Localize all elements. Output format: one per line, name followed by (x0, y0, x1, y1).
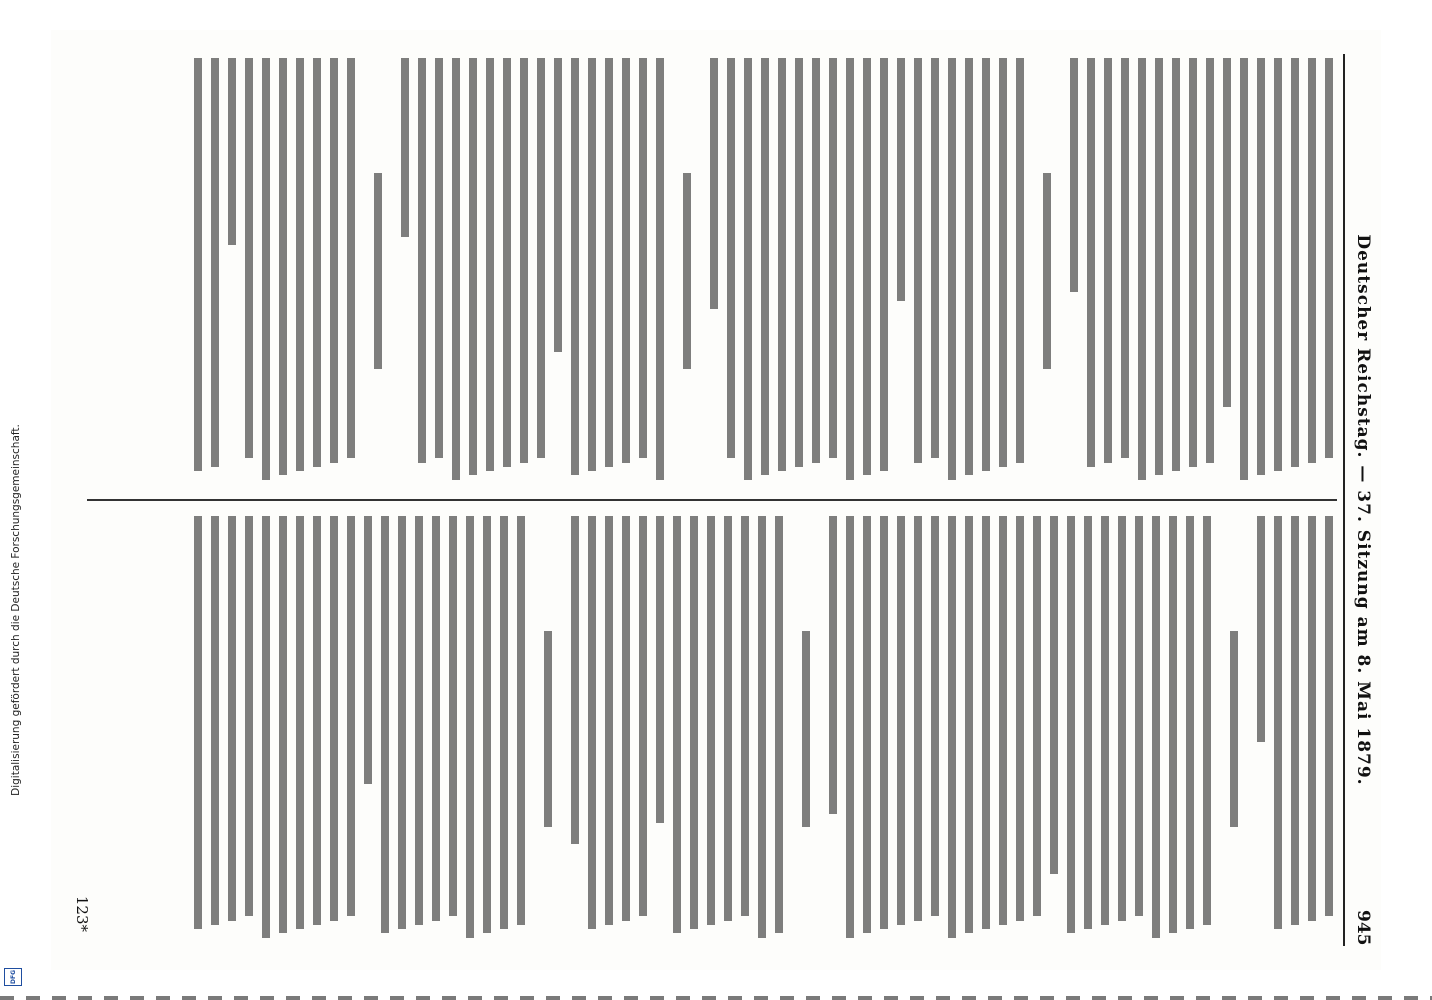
text-line (554, 58, 562, 352)
text-line (639, 58, 647, 458)
text-line (1308, 516, 1316, 921)
text-line (897, 516, 905, 925)
text-line (656, 516, 664, 823)
digitization-credit-strip (0, 0, 30, 1000)
text-line (965, 516, 973, 933)
text-line (1240, 58, 1248, 480)
text-line (1121, 58, 1129, 458)
text-line (1230, 631, 1238, 827)
text-line (829, 58, 837, 458)
text-line (880, 58, 888, 471)
text-line (296, 58, 304, 471)
scanned-page (51, 30, 1381, 970)
text-line (914, 516, 922, 921)
text-line (639, 516, 647, 916)
text-line (1070, 58, 1078, 292)
text-line (622, 516, 630, 921)
text-line (544, 631, 552, 827)
text-line (1084, 516, 1092, 929)
text-line (1087, 58, 1095, 467)
text-line (520, 58, 528, 463)
scan-edge-marks (0, 996, 1432, 1000)
text-line (211, 58, 219, 467)
text-line (1274, 58, 1282, 471)
text-line (965, 58, 973, 475)
text-line (1169, 516, 1177, 933)
text-line (1050, 516, 1058, 874)
text-line (374, 173, 382, 369)
text-line (948, 516, 956, 938)
text-line (537, 58, 545, 458)
text-line (982, 58, 990, 471)
text-line (435, 58, 443, 458)
text-line (690, 516, 698, 929)
dfg-logo: DFG (4, 968, 22, 986)
text-line (778, 58, 786, 471)
text-line (279, 516, 287, 933)
text-line (1257, 516, 1265, 742)
paragraph-gap (382, 58, 392, 484)
text-line (846, 516, 854, 938)
text-line (449, 516, 457, 916)
text-line (683, 173, 691, 369)
text-line (1274, 516, 1282, 929)
signature-mark: 123* (73, 895, 91, 932)
text-line (1325, 58, 1333, 458)
text-line (381, 516, 389, 933)
text-line (245, 58, 253, 458)
text-line (211, 516, 219, 925)
text-line (931, 58, 939, 458)
text-line (228, 58, 236, 245)
text-line (1308, 58, 1316, 463)
text-line (296, 516, 304, 929)
column-rule (87, 499, 1337, 501)
paragraph-gap (1051, 58, 1061, 484)
text-line (829, 516, 837, 814)
text-line (1033, 516, 1041, 916)
text-line (483, 516, 491, 933)
paragraph-gap (664, 58, 674, 484)
text-line (313, 516, 321, 925)
text-line (500, 516, 508, 929)
text-line (588, 58, 596, 471)
text-line (1172, 58, 1180, 471)
text-line (982, 516, 990, 929)
text-line (812, 58, 820, 463)
text-line (897, 58, 905, 301)
text-line (1291, 516, 1299, 925)
text-line (517, 516, 525, 925)
text-line (1257, 58, 1265, 475)
text-line (775, 516, 783, 933)
text-line (999, 58, 1007, 467)
text-line (401, 58, 409, 237)
page-number: 945 (1353, 910, 1373, 946)
header-rule (1343, 54, 1345, 946)
text-line (432, 516, 440, 921)
paragraph-gap (1238, 516, 1248, 942)
text-line (1152, 516, 1160, 938)
text-line (622, 58, 630, 463)
text-line (761, 58, 769, 475)
text-line (364, 516, 372, 784)
text-line (1043, 173, 1051, 369)
text-line (914, 58, 922, 463)
text-line (588, 516, 596, 929)
text-line (863, 58, 871, 475)
text-line (744, 58, 752, 480)
text-line (1186, 516, 1194, 929)
text-line (795, 58, 803, 467)
text-line (656, 58, 664, 480)
text-line (802, 631, 810, 827)
paragraph-gap (783, 516, 793, 942)
text-line (741, 516, 749, 916)
text-line (571, 58, 579, 475)
text-line (228, 516, 236, 921)
text-line (330, 58, 338, 463)
text-line (347, 58, 355, 458)
text-line (863, 516, 871, 933)
text-line (931, 516, 939, 916)
text-line (1325, 516, 1333, 916)
text-line (727, 58, 735, 458)
text-line (469, 58, 477, 475)
text-line (245, 516, 253, 916)
text-line (710, 58, 718, 309)
text-column-right (185, 516, 1333, 942)
paragraph-gap (1024, 58, 1034, 484)
text-line (1135, 516, 1143, 916)
paragraph-gap (552, 516, 562, 942)
text-line (758, 516, 766, 938)
text-line (1203, 516, 1211, 925)
text-line (1206, 58, 1214, 463)
text-line (347, 516, 355, 916)
text-line (1291, 58, 1299, 467)
text-line (1138, 58, 1146, 480)
text-line (724, 516, 732, 921)
text-line (673, 516, 681, 933)
text-line (418, 58, 426, 463)
text-line (999, 516, 1007, 925)
paragraph-gap (1211, 516, 1221, 942)
text-line (279, 58, 287, 475)
text-line (1189, 58, 1197, 467)
text-line (1067, 516, 1075, 933)
text-line (605, 516, 613, 925)
text-line (313, 58, 321, 467)
text-line (846, 58, 854, 480)
text-line (330, 516, 338, 921)
paragraph-gap (810, 516, 820, 942)
text-line (486, 58, 494, 471)
paragraph-gap (355, 58, 365, 484)
paragraph-gap (525, 516, 535, 942)
text-line (948, 58, 956, 480)
text-line (398, 516, 406, 929)
text-line (880, 516, 888, 929)
text-line (262, 516, 270, 938)
text-line (262, 58, 270, 480)
text-line (1016, 516, 1024, 921)
text-line (1155, 58, 1163, 475)
text-line (1016, 58, 1024, 463)
text-line (194, 58, 202, 471)
text-line (707, 516, 715, 925)
digitization-credit: Digitalisierung gefördert durch die Deutsche Forschungsgemeinschaft. (10, 424, 22, 796)
text-line (415, 516, 423, 925)
text-line (503, 58, 511, 467)
text-line (605, 58, 613, 467)
text-line (194, 516, 202, 929)
text-line (1118, 516, 1126, 921)
text-column-left (185, 58, 1333, 484)
text-line (466, 516, 474, 938)
text-line (452, 58, 460, 480)
text-line (1223, 58, 1231, 407)
running-header: Deutscher Reichstag. — 37. Sitzung am 8. Mai 1879. (1353, 234, 1373, 786)
paragraph-gap (691, 58, 701, 484)
text-line (1101, 516, 1109, 925)
text-line (571, 516, 579, 844)
text-line (1104, 58, 1112, 463)
